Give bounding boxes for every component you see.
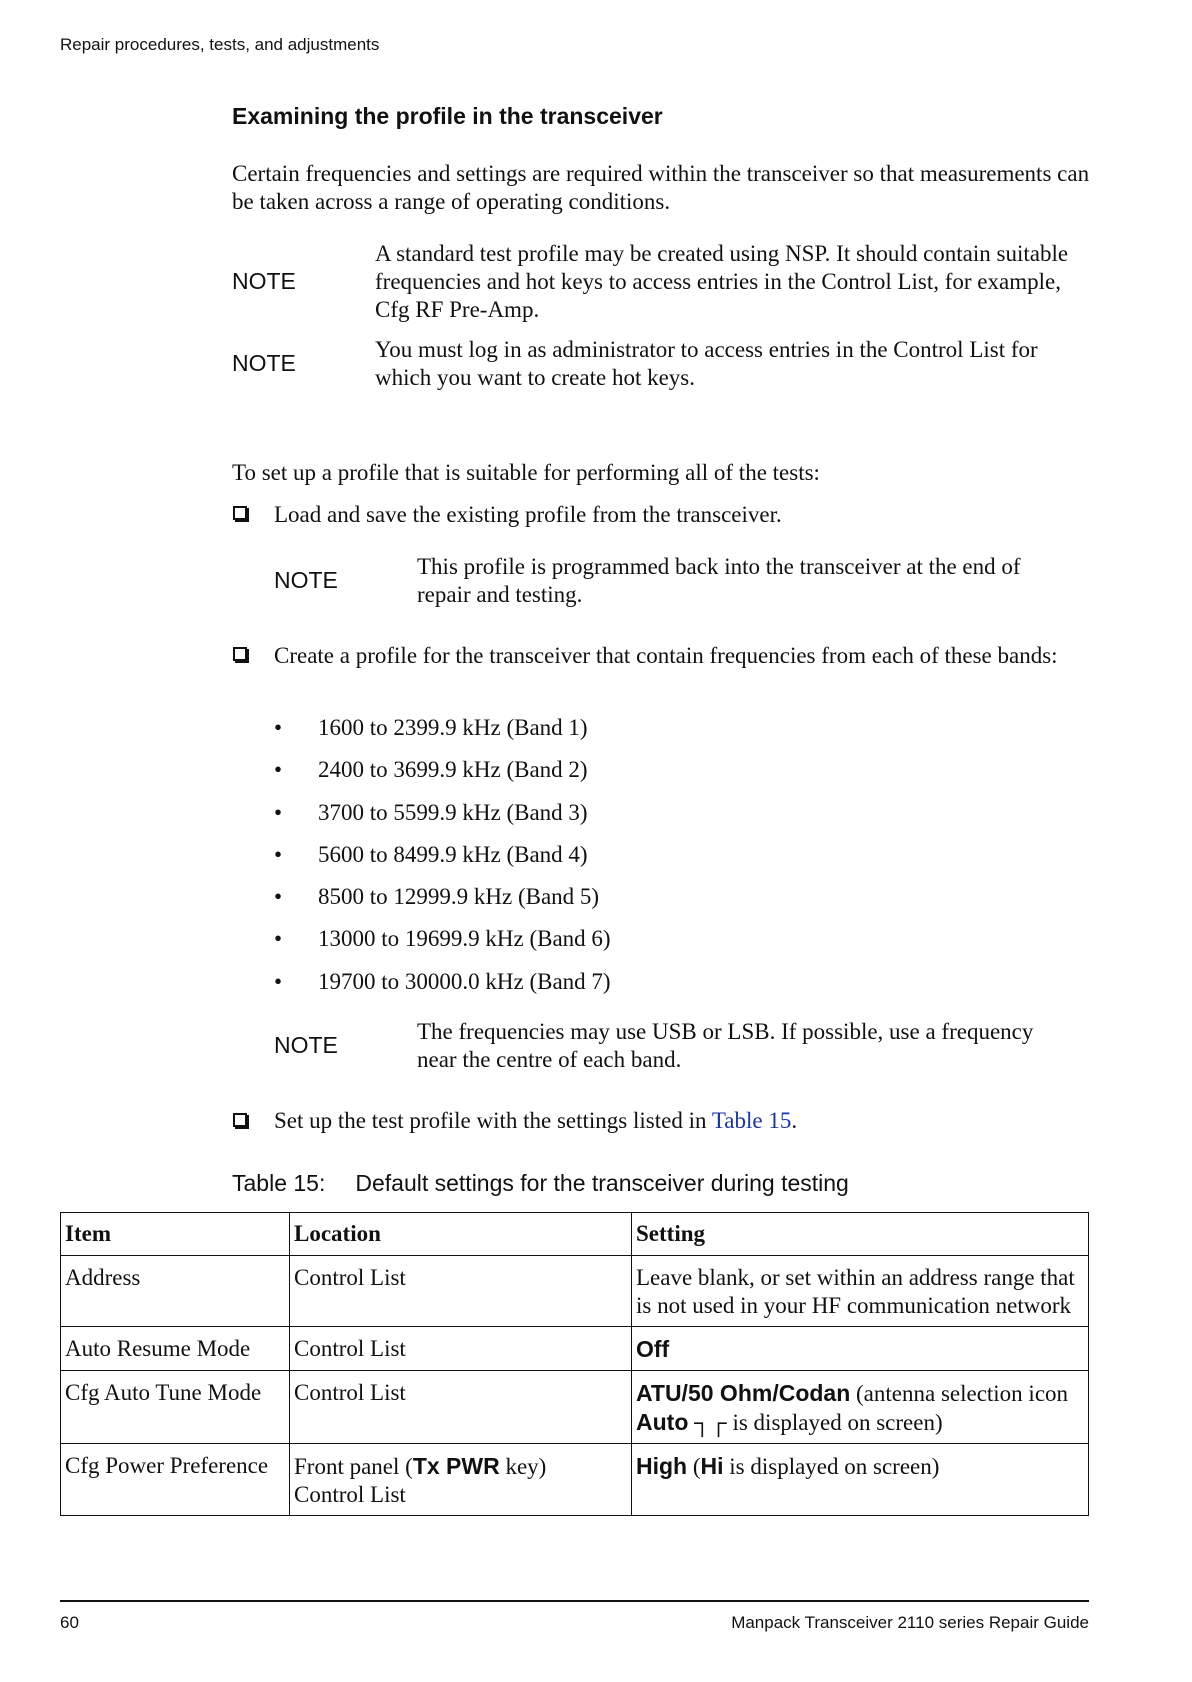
band-range: 1600 to 2399.9 kHz (Band 1): [318, 715, 588, 740]
key-name: Tx PWR: [412, 1453, 500, 1479]
list-item: [274, 925, 611, 967]
cell-location: [290, 1444, 632, 1516]
antenna-auto-icon: ┐┌: [694, 1410, 727, 1435]
note-text: A standard test profile may be created using NSP. It should contain suitable frequencies and hot keys to access entries in the Control List, for example, Cfg RF Pre-Amp.: [375, 241, 1069, 322]
list-item: [274, 799, 611, 841]
list-item: [274, 714, 611, 756]
location-text: Front panel (: [294, 1454, 413, 1479]
cell-setting: [632, 1327, 1089, 1371]
setting-text: (: [687, 1454, 701, 1479]
procedure-intro: To set up a profile that is suitable for performing all of the tests:: [232, 460, 820, 485]
note-label: NOTE: [274, 1032, 338, 1058]
cell-item: Auto Resume Mode: [61, 1327, 290, 1371]
table-caption: [232, 1170, 849, 1197]
setting-value: High: [636, 1453, 688, 1479]
procedure-step-1: Load and save the existing profile from the transceiver.: [274, 502, 782, 527]
band-range: 8500 to 12999.9 kHz (Band 5): [318, 884, 600, 910]
setting-text: (antenna selection icon: [850, 1381, 1069, 1406]
band-range: 2400 to 3699.9 kHz (Band 2): [318, 757, 588, 783]
band-list: [274, 714, 611, 1010]
table-row: [61, 1327, 1089, 1371]
bullet-icon: •: [274, 968, 283, 994]
setting-screen-label: Hi: [700, 1453, 724, 1479]
table-15-link[interactable]: Table 15: [711, 1108, 792, 1133]
step-text: Set up the test profile with the settings listed in: [274, 1108, 712, 1133]
bullet-icon: •: [274, 799, 283, 825]
page-number: 60: [60, 1613, 79, 1632]
cell-item: Cfg Power Preference: [61, 1444, 290, 1516]
band-range: 13000 to 19699.9 kHz (Band 6): [318, 926, 611, 952]
table-row: [61, 1371, 1089, 1444]
setting-text: is displayed on screen): [723, 1454, 940, 1479]
procedure-step-2: Create a profile for the transceiver that contain frequencies from each of these bands:: [274, 643, 1058, 668]
step-text: .: [791, 1108, 798, 1133]
bullet-icon: •: [274, 715, 283, 740]
list-item: [274, 883, 611, 925]
table-row: [61, 1444, 1089, 1516]
cell-location: Control List: [290, 1371, 632, 1444]
note-text: The frequencies may use USB or LSB. If possible, use a frequency near the centre of each band.: [417, 1019, 1034, 1072]
cell-setting: [632, 1444, 1089, 1516]
note-label: NOTE: [232, 350, 296, 376]
list-item: [274, 756, 611, 798]
bullet-icon: •: [274, 884, 283, 910]
band-range: 5600 to 8499.9 kHz (Band 4): [318, 841, 588, 867]
running-header: Repair procedures, tests, and adjustments: [60, 35, 380, 54]
setting-screen-label: Auto: [636, 1409, 689, 1435]
setting-text: is displayed on screen): [726, 1410, 943, 1435]
column-header-setting: Setting: [632, 1213, 1089, 1256]
setting-value: Off: [636, 1336, 670, 1362]
table-header-row: [61, 1213, 1089, 1256]
list-item: [274, 841, 611, 883]
column-header-location: Location: [290, 1213, 632, 1256]
band-range: 19700 to 30000.0 kHz (Band 7): [318, 968, 611, 994]
cell-item: Cfg Auto Tune Mode: [61, 1371, 290, 1444]
note-text: You must log in as administrator to access entries in the Control List for which you want to create hot keys.: [375, 337, 1038, 390]
checkbox-icon: [233, 1113, 247, 1127]
list-item: [274, 968, 611, 1010]
intro-paragraph: Certain frequencies and settings are required within the transceiver so that measurements can be taken across a range of operating conditions.: [232, 161, 1090, 214]
note-text: This profile is programmed back into the transceiver at the end of repair and testing.: [417, 554, 1021, 607]
band-range: 3700 to 5599.9 kHz (Band 3): [318, 799, 588, 825]
location-text: Control List: [294, 1482, 406, 1507]
location-text: key): [499, 1454, 547, 1479]
cell-setting: [632, 1371, 1089, 1444]
footer-document-title: Manpack Transceiver 2110 series Repair Guide: [731, 1613, 1089, 1632]
cell-item: Address: [61, 1256, 290, 1327]
bullet-icon: •: [274, 757, 283, 783]
checkbox-icon: [233, 506, 247, 520]
column-header-item: Item: [61, 1213, 290, 1256]
note-label: NOTE: [232, 268, 296, 294]
cell-setting: Leave blank, or set within an address range that is not used in your HF communication network: [632, 1256, 1089, 1327]
footer-divider: [60, 1600, 1089, 1602]
table-caption-title: Default settings for the transceiver during testing: [355, 1170, 849, 1196]
bullet-icon: •: [274, 841, 283, 867]
cell-location: Control List: [290, 1327, 632, 1371]
table-caption-number: Table 15:: [232, 1170, 326, 1196]
cell-location: Control List: [290, 1256, 632, 1327]
table-row: [61, 1256, 1089, 1327]
procedure-step-3: [274, 1107, 797, 1135]
note-label: NOTE: [274, 567, 338, 593]
checkbox-icon: [233, 647, 247, 661]
bullet-icon: •: [274, 926, 283, 952]
settings-table: [60, 1212, 1089, 1516]
section-heading: Examining the profile in the transceiver: [232, 103, 663, 129]
setting-value: ATU/50 Ohm/Codan: [636, 1380, 851, 1406]
